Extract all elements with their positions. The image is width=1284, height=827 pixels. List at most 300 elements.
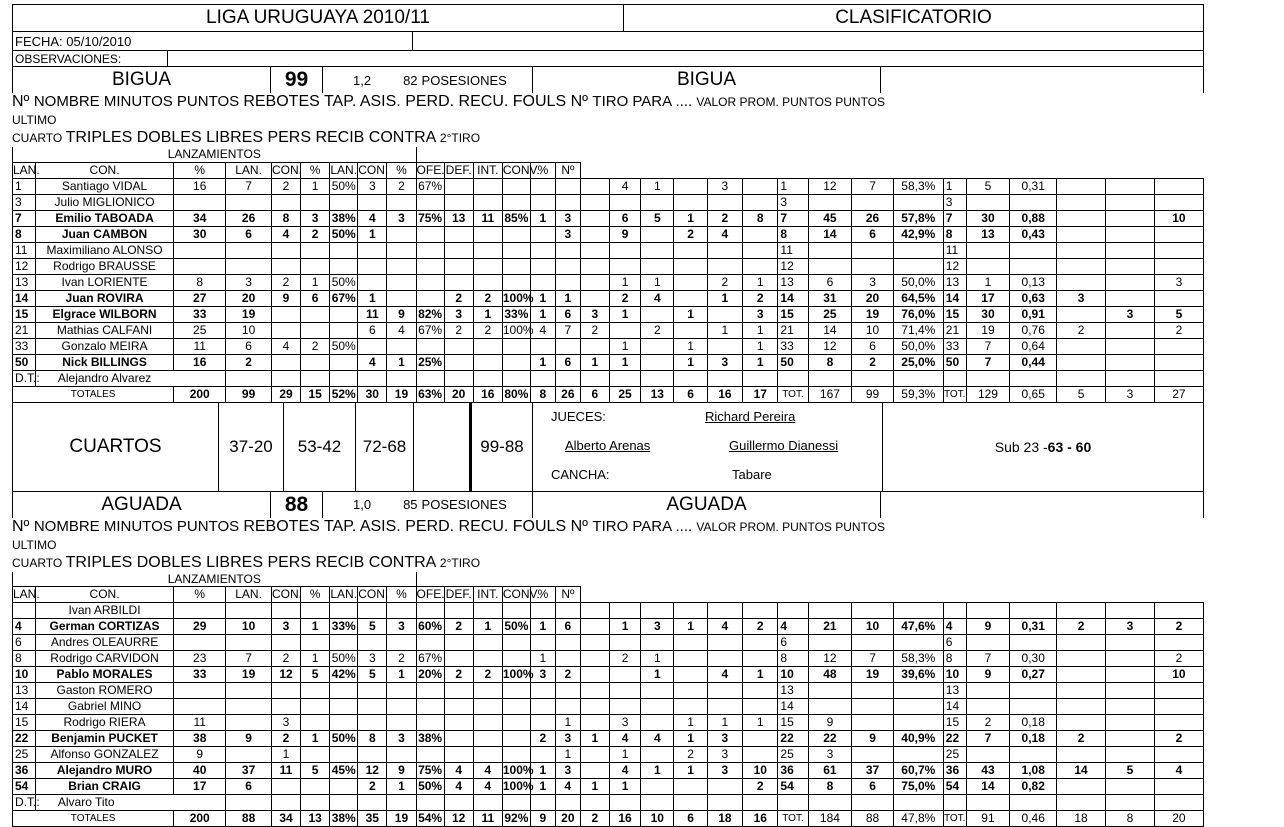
total-cell: 91 — [966, 811, 1010, 827]
cell: 9 — [966, 667, 1010, 683]
cell — [174, 242, 226, 258]
cell: 42,9% — [893, 226, 943, 242]
player-row — [13, 635, 1204, 651]
cell — [674, 290, 707, 306]
coach-row — [13, 795, 1204, 811]
cell: 4 — [444, 763, 473, 779]
player-row — [13, 651, 1204, 667]
cell: 2 — [743, 779, 778, 795]
cell — [1154, 635, 1203, 651]
cell: 5 — [301, 667, 330, 683]
col-number-3: Nº — [555, 162, 580, 178]
cell — [330, 354, 358, 370]
cell: 36 — [778, 763, 808, 779]
cell: 3 — [808, 747, 852, 763]
cell — [966, 699, 1010, 715]
cell — [358, 242, 387, 258]
cell: 15 — [13, 306, 36, 322]
cell — [580, 258, 609, 274]
cell: 1 — [743, 354, 778, 370]
header-row — [13, 572, 1204, 587]
cell: 25 — [778, 747, 808, 763]
cell — [966, 258, 1010, 274]
cell: 2 — [707, 274, 742, 290]
cell — [1057, 210, 1106, 226]
cell — [580, 635, 609, 651]
cell — [580, 603, 609, 619]
cell — [416, 194, 444, 210]
cell — [416, 258, 444, 274]
stats-sheet — [12, 4, 1204, 827]
cell: 1 — [387, 779, 416, 795]
cell — [330, 306, 358, 322]
cell — [330, 242, 358, 258]
cell: 2 — [966, 715, 1010, 731]
cell: 23 — [174, 651, 226, 667]
cell — [502, 274, 530, 290]
col-assists: ASIS. PERD. RECU. FOULS Nº TIRO PARA .... VALOR PROM. PUNTOS PUNTOS ULTIMO CUARTO — [12, 93, 885, 146]
cell: 4 — [707, 667, 742, 683]
cell — [609, 194, 640, 210]
quarter-3-score: 72-68 — [356, 403, 414, 491]
cell: 13 — [778, 683, 808, 699]
cell — [387, 274, 416, 290]
cell — [444, 242, 473, 258]
cell: 7 — [852, 178, 894, 194]
cell — [609, 667, 640, 683]
cell — [555, 242, 580, 258]
cell — [502, 226, 530, 242]
cell: 19 — [852, 667, 894, 683]
match-date: FECHA: 05/10/2010 — [13, 32, 413, 50]
cell: Gonzalo MEIRA — [35, 338, 173, 354]
cell: 12 — [808, 651, 852, 667]
cell: 40,9% — [893, 731, 943, 747]
cell — [1105, 290, 1154, 306]
cell — [743, 603, 778, 619]
quarters-section — [12, 403, 1204, 491]
player-row — [13, 354, 1204, 370]
cell — [358, 715, 387, 731]
cell — [1105, 242, 1154, 258]
player-row — [13, 699, 1204, 715]
cell — [743, 194, 778, 210]
league-title: LIGA URUGUAYA 2010/11 — [13, 5, 624, 31]
cell: 21 — [778, 322, 808, 338]
cell: 19 — [226, 667, 272, 683]
cell: 2 — [1154, 731, 1203, 747]
cell — [416, 290, 444, 306]
cell — [555, 194, 580, 210]
total-cell: 20 — [555, 811, 580, 827]
total-cell: 6 — [674, 386, 707, 402]
total-cell: 16 — [707, 386, 742, 402]
cell: 7 — [226, 651, 272, 667]
cell — [1154, 242, 1203, 258]
cell — [1105, 274, 1154, 290]
cell — [387, 290, 416, 306]
cell: 29 — [174, 619, 226, 635]
total-cell: 88 — [226, 811, 272, 827]
cell — [174, 603, 226, 619]
cell: 2 — [743, 290, 778, 306]
cell — [271, 306, 300, 322]
total-cell: 19 — [387, 811, 416, 827]
cell — [473, 731, 502, 747]
cell — [271, 194, 300, 210]
col-fouls-received: RECIB CONTRA 2°TIRO — [315, 554, 480, 571]
cell — [502, 258, 530, 274]
cell: 7 — [555, 322, 580, 338]
col-threes: TRIPLES DOBLES LIBRES PERS RECIB CONTRA 2°TIRO — [66, 129, 480, 146]
cell: 2 — [271, 178, 300, 194]
cell: 1 — [966, 274, 1010, 290]
cell — [580, 178, 609, 194]
cell — [444, 683, 473, 699]
cell: 2 — [387, 178, 416, 194]
cell: 16 — [174, 354, 226, 370]
cell: 3 — [707, 178, 742, 194]
cell: 0,27 — [1010, 667, 1057, 683]
cell — [1057, 178, 1106, 194]
cell: 3 — [555, 763, 580, 779]
cell — [1154, 747, 1203, 763]
sub-header: CON. — [271, 162, 300, 178]
cell: 1 — [674, 731, 707, 747]
cell: 7 — [13, 210, 36, 226]
total-cell: 20 — [444, 386, 473, 402]
cell: 4 — [943, 619, 966, 635]
cell — [387, 699, 416, 715]
cell: 10 — [226, 322, 272, 338]
cell: Ivan LORIENTE — [35, 274, 173, 290]
cell — [444, 274, 473, 290]
cell: 7 — [966, 338, 1010, 354]
col-minutes: MINUTOS PUNTOS — [104, 518, 243, 535]
total-cell: 200 — [174, 386, 226, 402]
cell: 7 — [966, 354, 1010, 370]
cell: 48 — [808, 667, 852, 683]
cell — [444, 731, 473, 747]
cell — [641, 715, 674, 731]
cell — [1010, 683, 1057, 699]
cell — [641, 354, 674, 370]
cell — [852, 715, 894, 731]
col-points-against: PUNTOS PUNTOS ULTIMO CUARTO — [12, 95, 885, 145]
cell: 50% — [330, 651, 358, 667]
cell — [852, 194, 894, 210]
cell — [416, 242, 444, 258]
cell: 11 — [943, 242, 966, 258]
col-blocks: TAP. ASIS. PERD. RECU. FOULS Nº TIRO PARA .... VALOR PROM. PUNTOS PUNTOS ULTIMO CUARTO — [12, 93, 885, 146]
cell: 5 — [641, 210, 674, 226]
cell: 3 — [387, 210, 416, 226]
cell — [674, 635, 707, 651]
cell — [473, 354, 502, 370]
cell — [387, 226, 416, 242]
quarter-2-score: 53-42 — [284, 403, 356, 491]
cell: 3 — [358, 651, 387, 667]
sub-header: LAN. — [13, 162, 36, 178]
player-row — [13, 747, 1204, 763]
cell — [641, 338, 674, 354]
cell: 1 — [609, 747, 640, 763]
cell: 31 — [808, 290, 852, 306]
cell: 4 — [778, 619, 808, 635]
cell: 3 — [707, 763, 742, 779]
player-row — [13, 178, 1204, 194]
cell: 6 — [301, 290, 330, 306]
cell — [301, 715, 330, 731]
total-cell: 0,46 — [1010, 811, 1057, 827]
cell — [444, 194, 473, 210]
cell: 1 — [530, 763, 555, 779]
cell: 1 — [943, 178, 966, 194]
cell — [301, 322, 330, 338]
cell: 8 — [13, 226, 36, 242]
cell: 11 — [174, 338, 226, 354]
cell — [580, 747, 609, 763]
col-shooting: LANZAMIENTOS — [13, 147, 417, 162]
cell: 6 — [808, 274, 852, 290]
cell — [444, 603, 473, 619]
cell: 8 — [778, 226, 808, 242]
cell: 3 — [387, 731, 416, 747]
cell: 1 — [530, 779, 555, 795]
date-bar — [12, 31, 1204, 50]
cell — [1105, 338, 1154, 354]
cell: 76,0% — [893, 306, 943, 322]
cell: 1 — [674, 763, 707, 779]
court-label: CANCHA: — [551, 467, 610, 482]
col-number-3: Nº — [555, 587, 580, 603]
cell — [580, 274, 609, 290]
cell — [1105, 683, 1154, 699]
cell: 1 — [674, 619, 707, 635]
cell — [674, 194, 707, 210]
cell: 1 — [530, 651, 555, 667]
cell: 10 — [226, 619, 272, 635]
cell: 9 — [852, 731, 894, 747]
cell — [966, 242, 1010, 258]
cell: 1 — [674, 354, 707, 370]
cell: 30 — [966, 210, 1010, 226]
sub23-label: Sub 23 - — [995, 439, 1048, 455]
points-per-possession: 1,2 — [353, 73, 371, 88]
cell — [1105, 603, 1154, 619]
cell: 0,31 — [1010, 178, 1057, 194]
cell — [580, 619, 609, 635]
cell — [555, 683, 580, 699]
cell: 22 — [778, 731, 808, 747]
cell: 1 — [387, 667, 416, 683]
cell — [893, 635, 943, 651]
cell: 58,3% — [893, 651, 943, 667]
cell — [641, 306, 674, 322]
cell — [707, 699, 742, 715]
cell — [1105, 715, 1154, 731]
cell: 15 — [778, 306, 808, 322]
cell — [330, 779, 358, 795]
cell — [1154, 194, 1203, 210]
total-cell: 200 — [174, 811, 226, 827]
cell: Santiago VIDAL — [35, 178, 173, 194]
cell: 1 — [641, 651, 674, 667]
cell — [416, 603, 444, 619]
cell: 50% — [330, 731, 358, 747]
cell: 64,5% — [893, 290, 943, 306]
totals-row — [13, 386, 1204, 402]
col-made: CONV. — [502, 162, 530, 178]
cell: Rodrigo RIERA — [35, 715, 173, 731]
cell — [174, 683, 226, 699]
cell: 4 — [1154, 763, 1203, 779]
cell: 21 — [808, 619, 852, 635]
cell — [1154, 683, 1203, 699]
col-free-throws: LIBRES PERS RECIB CONTRA 2°TIRO — [206, 129, 480, 146]
col-second-shot: 2°TIRO — [440, 131, 480, 145]
cell: 2 — [473, 667, 502, 683]
cell: 3 — [743, 306, 778, 322]
cell: Mathias CALFANI — [35, 322, 173, 338]
cell: 30 — [174, 226, 226, 242]
cell: 13 — [13, 683, 36, 699]
cell: 6 — [943, 635, 966, 651]
sub-header: % — [301, 587, 330, 603]
player-row — [13, 274, 1204, 290]
cell — [330, 258, 358, 274]
cell: 8 — [778, 651, 808, 667]
cell: 14 — [13, 290, 36, 306]
cell: 50,0% — [893, 274, 943, 290]
cell: 1 — [530, 619, 555, 635]
cell: 9 — [609, 226, 640, 242]
cell: 2 — [271, 731, 300, 747]
cell — [1057, 306, 1106, 322]
cell — [301, 354, 330, 370]
sub-header: LAN. — [226, 587, 272, 603]
cell: 25% — [416, 354, 444, 370]
cell: 33 — [778, 338, 808, 354]
cell: 13 — [966, 226, 1010, 242]
cell: 67% — [416, 322, 444, 338]
cell — [502, 747, 530, 763]
cell — [1105, 667, 1154, 683]
sub-header: LAN. — [330, 587, 358, 603]
box-score-table-0 — [12, 147, 1204, 403]
cell: 2 — [609, 290, 640, 306]
total-cell: 5 — [1057, 386, 1106, 402]
cell: Brian CRAIG — [35, 779, 173, 795]
total-cell: 10 — [641, 811, 674, 827]
cell — [707, 194, 742, 210]
cell — [387, 194, 416, 210]
sub-header: % — [301, 162, 330, 178]
cell: 3 — [1057, 290, 1106, 306]
cell — [301, 194, 330, 210]
cell — [1105, 226, 1154, 242]
cell — [1010, 258, 1057, 274]
cell — [609, 635, 640, 651]
col-last-quarter: PUNTOS ULTIMO CUARTO — [12, 95, 885, 145]
cell: 75,0% — [893, 779, 943, 795]
cell — [1154, 178, 1203, 194]
cell: 4 — [641, 290, 674, 306]
cell: Gabriel MINO — [35, 699, 173, 715]
cell — [473, 603, 502, 619]
cell: 4 — [555, 779, 580, 795]
cell: 60,7% — [893, 763, 943, 779]
cell — [301, 242, 330, 258]
cell — [1105, 779, 1154, 795]
sub-header: LAN. — [226, 162, 272, 178]
cell: 10 — [778, 667, 808, 683]
final-score: 99-88 — [472, 403, 533, 491]
cell: 17 — [174, 779, 226, 795]
cell: 58,3% — [893, 178, 943, 194]
cell — [743, 226, 778, 242]
cell — [530, 194, 555, 210]
cell: 1 — [609, 619, 640, 635]
cell: 2 — [555, 667, 580, 683]
cell: 2 — [852, 354, 894, 370]
cell: 1 — [530, 306, 555, 322]
cell: 33 — [13, 338, 36, 354]
cell — [743, 635, 778, 651]
col-turnovers: PERD. RECU. FOULS Nº TIRO PARA .... VALOR PROM. PUNTOS PUNTOS ULTIMO CUARTO — [12, 93, 885, 146]
col-value: VALOR PROM. PUNTOS PUNTOS ULTIMO CUARTO — [12, 520, 885, 570]
cell: Rodrigo CARVIDON — [35, 651, 173, 667]
cell: 2 — [707, 210, 742, 226]
cell — [174, 699, 226, 715]
player-row — [13, 306, 1204, 322]
col-turnovers: PERD. RECU. FOULS Nº TIRO PARA .... VALOR PROM. PUNTOS PUNTOS ULTIMO CUARTO — [12, 518, 885, 571]
cell — [502, 178, 530, 194]
cell — [301, 779, 330, 795]
cell — [502, 242, 530, 258]
cell — [387, 715, 416, 731]
cell — [271, 242, 300, 258]
cell: 8 — [271, 210, 300, 226]
cell: 6 — [555, 306, 580, 322]
cell: 57,8% — [893, 210, 943, 226]
cell — [387, 683, 416, 699]
sub-header: % — [174, 162, 226, 178]
cell — [609, 258, 640, 274]
total-cell: 15 — [301, 386, 330, 402]
cell — [226, 683, 272, 699]
cell — [674, 178, 707, 194]
total-cell: 167 — [808, 386, 852, 402]
cell: Juan ROVIRA — [35, 290, 173, 306]
cell — [444, 178, 473, 194]
cell — [1057, 258, 1106, 274]
sub-header: CON. — [271, 587, 300, 603]
cell — [226, 699, 272, 715]
cell — [301, 683, 330, 699]
cell — [1057, 226, 1106, 242]
cell: Pablo MORALES — [35, 667, 173, 683]
col-average: PROM. PUNTOS PUNTOS ULTIMO CUARTO — [12, 95, 885, 145]
cell: 5 — [966, 178, 1010, 194]
cell: 10 — [13, 667, 36, 683]
cell: 33% — [330, 619, 358, 635]
cell — [1105, 210, 1154, 226]
cell: 6 — [226, 338, 272, 354]
cell: 9 — [387, 306, 416, 322]
cell: 25 — [943, 747, 966, 763]
cell: 50% — [330, 226, 358, 242]
